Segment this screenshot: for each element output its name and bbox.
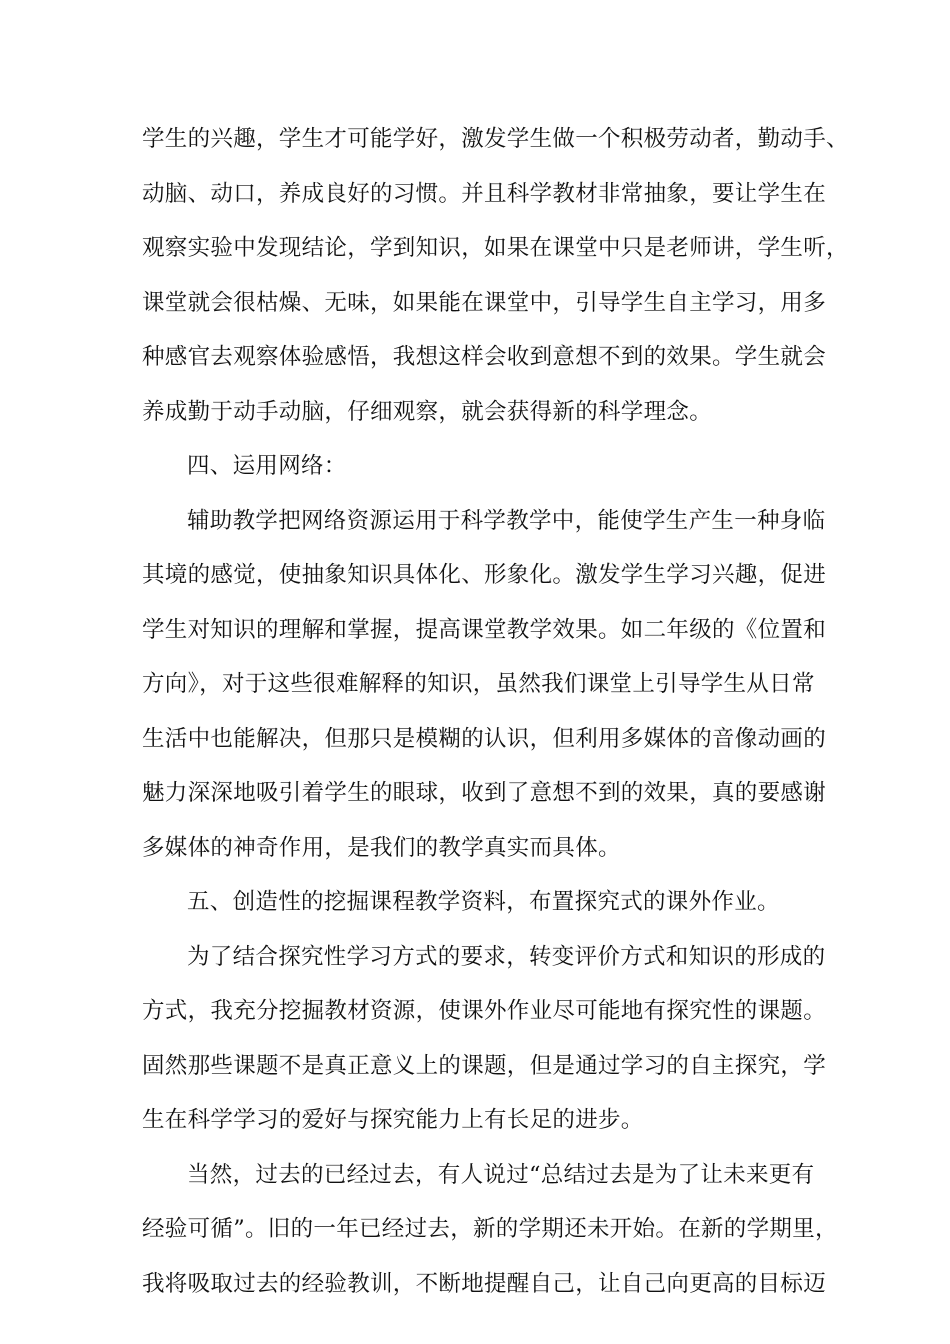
text-line: 观察实验中发现结论，学到知识，如果在课堂中只是老师讲，学生听， xyxy=(142,235,849,261)
text-line: 方向》，对于这些很难解释的知识，虽然我们课堂上引导学生从日常 xyxy=(142,671,815,697)
section-heading: 四、运用网络： xyxy=(187,453,347,479)
text-line: 动脑、动口，养成良好的习惯。并且科学教材非常抽象，要让学生在 xyxy=(142,181,827,207)
text-line: 生在科学学习的爱好与探究能力上有长足的进步。 xyxy=(142,1107,644,1133)
text-line: 养成勤于动手动脑，仔细观察，就会获得新的科学理念。 xyxy=(142,399,713,425)
text-line: 多媒体的神奇作用，是我们的教学真实而具体。 xyxy=(142,835,621,861)
text-line: 我将吸取过去的经验教训，不断地提醒自己，让自己向更高的目标迈 xyxy=(142,1271,827,1297)
text-line: 为了结合探究性学习方式的要求，转变评价方式和知识的形成的 xyxy=(187,944,826,970)
text-line: 生活中也能解决，但那只是模糊的认识，但利用多媒体的音像动画的 xyxy=(142,726,827,752)
text-line: 学生的兴趣，学生才可能学好，激发学生做一个积极劳动者，勤动手、 xyxy=(142,126,849,152)
text-line: 课堂就会很枯燥、无味，如果能在课堂中，引导学生自主学习，用多 xyxy=(142,290,827,316)
text-line: 种感官去观察体验感悟，我想这样会收到意想不到的效果。学生就会 xyxy=(142,344,827,370)
text-line: 当然，过去的已经过去，有人说过“总结过去是为了让未来更有 xyxy=(187,1162,815,1188)
text-line: 固然那些课题不是真正意义上的课题，但是通过学习的自主探究，学 xyxy=(142,1053,827,1079)
text-line: 经验可循”。旧的一年已经过去，新的学期还未开始。在新的学期里， xyxy=(142,1216,838,1242)
text-line: 其境的感觉，使抽象知识具体化、形象化。激发学生学习兴趣，促进 xyxy=(142,562,827,588)
text-line: 学生对知识的理解和掌握，提高课堂教学效果。如二年级的《位置和 xyxy=(142,617,827,643)
text-line: 辅助教学把网络资源运用于科学教学中，能使学生产生一种身临 xyxy=(187,508,826,534)
section-heading: 五、创造性的挖掘课程教学资料，布置探究式的课外作业。 xyxy=(187,889,780,915)
text-line: 魅力深深地吸引着学生的眼球，收到了意想不到的效果，真的要感谢 xyxy=(142,780,827,806)
text-line: 方式，我充分挖掘教材资源，使课外作业尽可能地有探究性的课题。 xyxy=(142,998,827,1024)
